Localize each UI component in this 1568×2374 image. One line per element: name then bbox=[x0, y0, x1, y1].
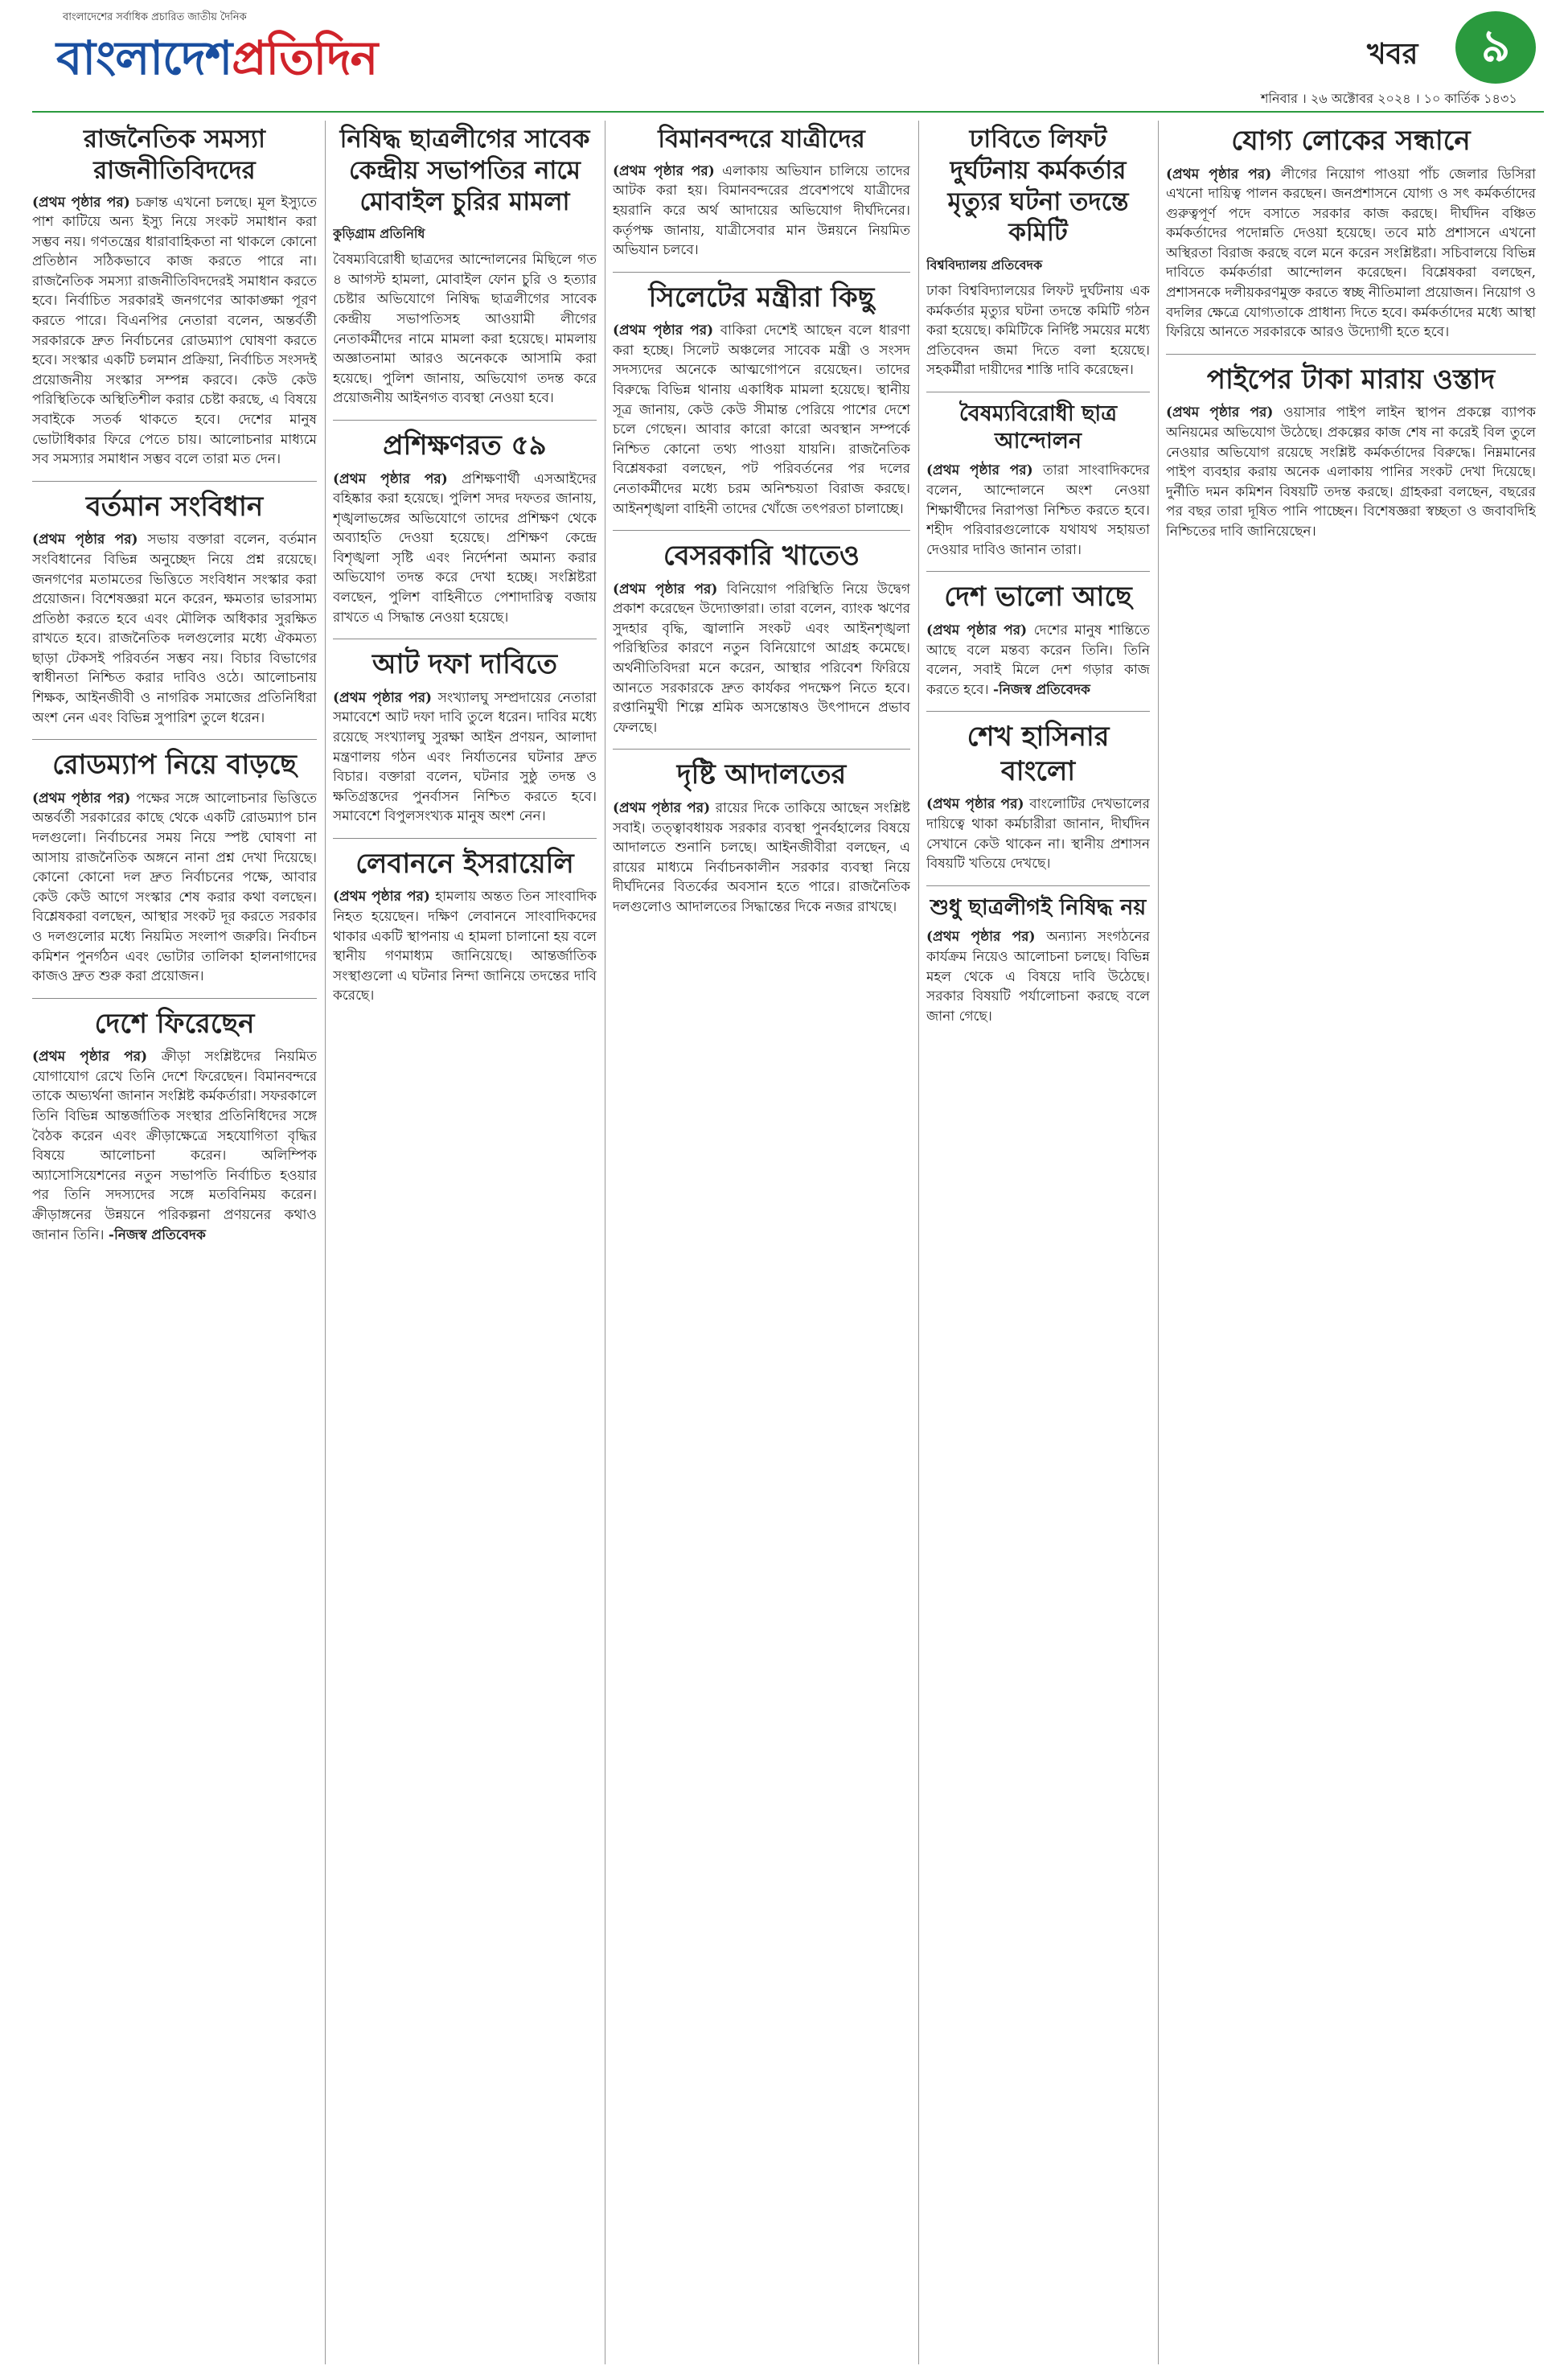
article-chhatraleague-case[interactable] bbox=[333, 124, 597, 409]
article-roadmap[interactable] bbox=[32, 748, 317, 986]
article-current-constitution[interactable] bbox=[32, 490, 317, 728]
article-separator bbox=[926, 571, 1150, 572]
article-private-sector[interactable] bbox=[613, 539, 910, 737]
article-du-lift[interactable] bbox=[926, 124, 1150, 380]
article-body: (প্রথম পৃষ্ঠার পর) হামলায় অন্তত তিন সাংবাদিক নিহত হয়েছেন। দক্ষিণ লেবাননে সাংবাদিকদের থাকার একটি স্থাপনায় এ হামলা চালানো হয় বলে স্থানীয় গণমাধ্যম জানিয়েছে। আন্তর্জাতিক সংস্থাগুলো এ ঘটনার নিন্দা জানিয়ে তদন্তের দাবি করেছে। bbox=[333, 889, 597, 1004]
article-body: (প্রথম পৃষ্ঠার পর) ওয়াসার পাইপ লাইন স্থাপন প্রকল্পে ব্যাপক অনিয়মের অভিযোগ উঠেছে। প্রকল্পের কাজ শেষ না করেই বিল তুলে নেওয়ার অভিযোগ রয়েছে সংশ্লিষ্ট কর্মকর্তাদের বিরুদ্ধে। নিম্নমানের পাইপ ব্যবহার করায় অনেক এলাকায় পানির সংকট দেখা দিয়েছে। দুর্নীতি দমন কমিশন বিষয়টি তদন্ত করছে। গ্রাহকরা বলছেন, বছরের পর বছর তারা দূষিত পানি পাচ্ছেন। বিশেষজ্ঞরা স্বচ্ছতা ও জবাবদিহি নিশ্চিতের দাবি জানিয়েছেন। bbox=[1166, 405, 1536, 540]
article-body: বৈষম্যবিরোধী ছাত্রদের আন্দোলনের মিছিলে গত ৪ আগস্ট হামলা, মোবাইল ফোন চুরি ও হত্যার চেষ্টার অভিযোগে নিষিদ্ধ ছাত্রলীগের সাবেক কেন্দ্রীয় সভাপতিসহ আওয়ামী লীগের নেতাকর্মীদের নামে মামলা করা হয়েছে। মামলায় অজ্ঞাতনামা আরও অনেককে আসামি করা হয়েছে। পুলিশ জানায়, অভিযোগ তদন্ত করে প্রয়োজনীয় আইনগত ব্যবস্থা নেওয়া হবে। bbox=[333, 252, 597, 407]
article-title: বেসরকারি খাতেও bbox=[663, 540, 860, 573]
article-title: বর্তমান সংবিধান bbox=[85, 490, 264, 523]
article-title: যোগ্য লোকের সন্ধানে bbox=[1231, 125, 1471, 157]
article-title: প্রশিক্ষণরত ৫৯ bbox=[383, 429, 547, 462]
article-qualified-people[interactable] bbox=[1166, 124, 1536, 343]
column-divider bbox=[325, 121, 326, 2364]
logo-blue-text: বাংলাদেশ bbox=[56, 31, 232, 85]
article-trainees[interactable] bbox=[333, 429, 597, 627]
article-court[interactable] bbox=[613, 758, 910, 917]
article-title: শুধু ছাত্রলীগই নিষিদ্ধ নয় bbox=[930, 894, 1147, 920]
article-separator bbox=[32, 739, 317, 740]
article-title: পাইপের টাকা মারায় ওস্তাদ bbox=[1206, 363, 1496, 396]
article-title: রাজনৈতিক সমস্যা রাজনীতিবিদদের bbox=[83, 125, 266, 185]
article-lebanon[interactable] bbox=[333, 847, 597, 1006]
section-name: খবর bbox=[1367, 38, 1418, 71]
article-body: (প্রথম পৃষ্ঠার পর) সংখ্যালঘু সম্প্রদায়ের নেতারা সমাবেশে আট দফা দাবি তুলে ধরেন। দাবির মধ্যে রয়েছে সংখ্যালঘু সুরক্ষা আইন প্রণয়ন, আলাদা মন্ত্রণালয় গঠন এবং নির্যাতনের ঘটনার দ্রুত বিচার। বক্তারা বলেন, ঘটনার সুষ্ঠু তদন্ত ও ক্ষতিগ্রস্তদের পুনর্বাসন নিশ্চিত করতে হবে। সমাবেশে বিপুলসংখ্যক মানুষ অংশ নেন। bbox=[333, 689, 597, 825]
article-byline: বিশ্ববিদ্যালয় প্রতিবেদক bbox=[926, 257, 1043, 273]
article-separator bbox=[613, 272, 910, 273]
article-separator bbox=[926, 711, 1150, 712]
article-byline: কুড়িগ্রাম প্রতিনিধি bbox=[333, 226, 425, 242]
logo-tagline: বাংলাদেশের সর্বাধিক প্রচারিত জাতীয় দৈনিক bbox=[63, 11, 247, 23]
article-separator bbox=[333, 838, 597, 839]
article-title: নিষিদ্ধ ছাত্রলীগের সাবেক কেন্দ্রীয় সভাপতির নামে মোবাইল চুরির মামলা bbox=[339, 125, 590, 216]
article-separator bbox=[613, 530, 910, 531]
article-body: (প্রথম পৃষ্ঠার পর) পক্ষের সঙ্গে আলোচনার ভিত্তিতে অন্তর্বর্তী সরকারের কাছে থেকে একটি রোডম্যাপ চান দলগুলো। নির্বাচনের সময় নিয়ে স্পষ্ট ঘোষণা না আসায় রাজনৈতিক অঙ্গনে নানা প্রশ্ন দেখা দিয়েছে। কোনো কোনো দল দ্রুত নির্বাচনের পক্ষে, আবার কেউ কেউ আগে সংস্কার শেষ করার কথা বলছেন। বিশ্লেষকরা বলছেন, আস্থার সংকট দূর করতে সরকার ও দলগুলোর মধ্যে নিয়মিত সংলাপ জরুরি। নির্বাচন কমিশন পুনর্গঠন এবং ভোটার তালিকা হালনাগাদের কাজও দ্রুত শুরু করা প্রয়োজন। bbox=[32, 790, 317, 985]
article-body: (প্রথম পৃষ্ঠার পর) তারা সাংবাদিকদের বলেন, আন্দোলনে অংশ নেওয়া শিক্ষার্থীদের নিরাপত্তা নিশ্চিত করতে হবে। শহীদ পরিবারগুলোকে যথাযথ সহায়তা দেওয়ার দাবিও জানান তারা। bbox=[926, 462, 1150, 558]
newspaper-logo[interactable] bbox=[56, 23, 377, 101]
column-2 bbox=[333, 121, 597, 2364]
article-hasina-bungalow[interactable] bbox=[926, 720, 1150, 873]
article-title: বৈষম্যবিরোধী ছাত্র আন্দোলন bbox=[958, 400, 1118, 454]
article-title: সিলেটের মন্ত্রীরা কিছু bbox=[648, 281, 875, 314]
article-title: ঢাবিতে লিফট দুর্ঘটনায় কর্মকর্তার মৃত্যুর ঘটনা তদন্তে কমিটি bbox=[947, 125, 1129, 248]
article-student-movement[interactable] bbox=[926, 400, 1150, 560]
article-separator bbox=[926, 885, 1150, 886]
column-5 bbox=[1166, 121, 1536, 2364]
article-body: (প্রথম পৃষ্ঠার পর) বাংলোটির দেখভালের দায়িত্বে থাকা কর্মচারীরা জানান, দীর্ঘদিন সেখানে কেউ থাকেন না। স্থানীয় প্রশাসন বিষয়টি খতিয়ে দেখছে। bbox=[926, 796, 1150, 873]
header-rule bbox=[32, 111, 1544, 113]
dateline: শনিবার । ২৬ অক্টোবর ২০২৪ । ১০ কার্তিক ১৪৩১ bbox=[1261, 91, 1517, 106]
page-number-badge: ৯ bbox=[1455, 11, 1536, 84]
column-divider bbox=[1158, 121, 1159, 2364]
article-title: শেখ হাসিনার বাংলো bbox=[967, 721, 1110, 787]
article-sylhet-ministers[interactable] bbox=[613, 281, 910, 519]
article-separator bbox=[613, 749, 910, 750]
article-body: (প্রথম পৃষ্ঠার পর) বাকিরা দেশেই আছেন বলে ধারণা করা হচ্ছে। সিলেট অঞ্চলের সাবেক মন্ত্রী ও সংসদ সদস্যদের অনেকে আত্মগোপনে রয়েছেন। তাদের বিরুদ্ধে বিভিন্ন থানায় একাধিক মামলা হয়েছে। স্থানীয় সূত্র জানায়, কেউ কেউ সীমান্ত পেরিয়ে পাশের দেশে চলে গেছেন। আবার কারো কারো অবস্থান সম্পর্কে নিশ্চিত কোনো তথ্য পাওয়া যায়নি। রাজনৈতিক বিশ্লেষকরা বলছেন, পট পরিবর্তনের পর দলের নেতাকর্মীদের মধ্যে চরম অনিশ্চয়তা বিরাজ করছে। আইনশৃঙ্খলা বাহিনী তাদের খোঁজে তৎপরতা চালাচ্ছে। bbox=[613, 322, 910, 517]
article-political-problems[interactable] bbox=[32, 124, 317, 470]
masthead bbox=[0, 0, 1568, 106]
article-body: (প্রথম পৃষ্ঠার পর) রায়ের দিকে তাকিয়ে আছেন সংশ্লিষ্ট সবাই। তত্ত্বাবধায়ক সরকার ব্যবস্থা পুনর্বহালের বিষয়ে আদালতে শুনানি চলছে। আইনজীবীরা বলছেন, এ রায়ের মাধ্যমে নির্বাচনকালীন সরকার ব্যবস্থা নিয়ে দীর্ঘদিনের বিতর্কের অবসান হতে পারে। রাজনৈতিক দলগুলোও আদালতের সিদ্ধান্তের দিকে নজর রাখছে। bbox=[613, 799, 910, 915]
article-airport-passengers[interactable] bbox=[613, 124, 910, 261]
article-title: রোডম্যাপ নিয়ে বাড়ছে bbox=[52, 749, 297, 782]
article-title: লেবাননে ইসরায়েলি bbox=[355, 847, 574, 880]
column-4 bbox=[926, 121, 1150, 2364]
article-country-well[interactable] bbox=[926, 580, 1150, 700]
article-body: (প্রথম পৃষ্ঠার পর) প্রশিক্ষণার্থী এসআইদের বহিষ্কার করা হয়েছে। পুলিশ সদর দফতর জানায়, শৃঙ্খলাভঙ্গের অভিযোগে তাদের প্রশিক্ষণ থেকে অব্যাহতি দেওয়া হয়েছে। প্রশিক্ষণ কেন্দ্রে বিশৃঙ্খলা সৃষ্টি এবং নির্দেশনা অমান্য করার অভিযোগ তদন্ত করে দেখা হচ্ছে। সংশ্লিষ্টরা বলছেন, পুলিশ বাহিনীতে পেশাদারিত্ব বজায় রাখতে এ সিদ্ধান্ত নেওয়া হয়েছে। bbox=[333, 470, 597, 626]
article-body: (প্রথম পৃষ্ঠার পর) ক্রীড়া সংশ্লিষ্টদের নিয়মিত যোগাযোগ রেখে তিনি দেশে ফিরেছেন। বিমানবন্দরে তাকে অভ্যর্থনা জানান সংশ্লিষ্ট কর্মকর্তারা। সফরকালে তিনি বিভিন্ন আন্তর্জাতিক সংস্থার প্রতিনিধিদের সঙ্গে বৈঠক করেন এবং ক্রীড়াক্ষেত্রে সহযোগিতা বৃদ্ধির বিষয়ে আলোচনা করেন। অলিম্পিক অ্যাসোসিয়েশনের নতুন সভাপতি নির্বাচিত হওয়ার পর তিনি সদস্যদের সঙ্গে মতবিনিময় করেন। ক্রীড়াঙ্গনের উন্নয়নে পরিকল্পনা প্রণয়নের কথাও জানান তিনি। -নিজস্ব প্রতিবেদক bbox=[32, 1049, 317, 1243]
article-title: বিমানবন্দরে যাত্রীদের bbox=[658, 125, 865, 154]
article-separator bbox=[1166, 354, 1536, 355]
article-title: দেশে ফিরেছেন bbox=[94, 1007, 255, 1040]
article-body: (প্রথম পৃষ্ঠার পর) বিনিয়োগ পরিস্থিতি নিয়ে উদ্বেগ প্রকাশ করেছেন উদ্যোক্তারা। তারা বলেন, ব্যাংক ঋণের সুদহার বৃদ্ধি, জ্বালানি সংকট এবং আইনশৃঙ্খলা পরিস্থিতির কারণে নতুন বিনিয়োগে আগ্রহ কমেছে। অর্থনীতিবিদরা মনে করেন, আস্থার পরিবেশ ফিরিয়ে আনতে সরকারকে দ্রুত কার্যকর পদক্ষেপ নিতে হবে। রপ্তানিমুখী শিল্পে শ্রমিক অসন্তোষও উৎপাদনে প্রভাব ফেলছে। bbox=[613, 581, 910, 736]
article-title: দেশ ভালো আছে bbox=[944, 581, 1132, 614]
article-separator bbox=[333, 420, 597, 421]
article-returned-home[interactable] bbox=[32, 1007, 317, 1245]
article-separator bbox=[32, 998, 317, 999]
logo-red-text: প্রতিদিন bbox=[232, 31, 378, 85]
article-body: (প্রথম পৃষ্ঠার পর) সভায় বক্তারা বলেন, বর্তমান সংবিধানের বিভিন্ন অনুচ্ছেদ নিয়ে প্রশ্ন রয়েছে। জনগণের মতামতের ভিত্তিতে সংবিধান সংস্কার করা প্রয়োজন। বিশেষজ্ঞরা মনে করেন, ক্ষমতার ভারসাম্য প্রতিষ্ঠা করতে হবে এবং মৌলিক অধিকার সুরক্ষিত রাখতে হবে। রাজনৈতিক দলগুলোর মধ্যে ঐকমত্য ছাড়া টেকসই পরিবর্তন সম্ভব নয়। বিচার বিভাগের স্বাধীনতা নিশ্চিত করার দাবিও ওঠে। আলোচনায় শিক্ষক, আইনজীবী ও নাগরিক সমাজের প্রতিনিধিরা অংশ নেন এবং বিভিন্ন সুপারিশ তুলে ধরেন। bbox=[32, 532, 317, 726]
article-body: (প্রথম পৃষ্ঠার পর) দেশের মানুষ শান্তিতে আছে বলে মন্তব্য করেন তিনি। তিনি বলেন, সবাই মিলে দেশ গড়ার কাজ করতে হবে। -নিজস্ব প্রতিবেদক bbox=[926, 622, 1150, 698]
column-3 bbox=[613, 121, 910, 2364]
article-body: (প্রথম পৃষ্ঠার পর) এলাকায় অভিযান চালিয়ে তাদের আটক করা হয়। বিমানবন্দরের প্রবেশপথে যাত্রীদের হয়রানি করে অর্থ আদায়ের অভিযোগ দীর্ঘদিনের। কর্তৃপক্ষ জানায়, যাত্রীসেবার মান উন্নয়নে নিয়মিত অভিযান চলবে। bbox=[613, 162, 910, 259]
article-body: (প্রথম পৃষ্ঠার পর) চক্রান্ত এখনো চলছে। মূল ইস্যুতে পাশ কাটিয়ে অন্য ইস্যু নিয়ে সংকট সমাধান করা সম্ভব নয়। গণতন্ত্রের ধারাবাহিকতা না থাকলে কোনো প্রতিষ্ঠান সঠিকভাবে কাজ করতে পারে না। রাজনৈতিক সমস্যা রাজনীতিবিদদেরই সমাধান করতে হবে। নির্বাচিত সরকারই জনগণের আকাঙ্ক্ষা পূরণ করতে পারে। বিএনপির নেতারা বলেন, অন্তর্বর্তী সরকারকে দ্রুত নির্বাচনের রোডম্যাপ ঘোষণা করতে হবে। সংস্কার একটি চলমান প্রক্রিয়া, নির্বাচিত সংসদই প্রয়োজনীয় সংস্কার সম্পন্ন করবে। কেউ কেউ পরিস্থিতিকে অস্থিতিশীল করার চেষ্টা করছে, এ বিষয়ে সবাইকে সতর্ক থাকতে হবে। দেশের মানুষ ভোটাধিকার ফিরে পেতে চায়। আলোচনার মাধ্যমে সব সমস্যার সমাধান সম্ভব বলে তারা মত দেন। bbox=[32, 194, 317, 468]
article-body: ঢাকা বিশ্ববিদ্যালয়ের লিফট দুর্ঘটনায় এক কর্মকর্তার মৃত্যুর ঘটনা তদন্তে কমিটি গঠন করা হয়েছে। কমিটিকে নির্দিষ্ট সময়ের মধ্যে প্রতিবেদন জমা দিতে বলা হয়েছে। সহকর্মীরা দায়ীদের শাস্তি দাবি করেছেন। bbox=[926, 283, 1150, 379]
article-not-only-chhatraleague[interactable] bbox=[926, 894, 1150, 1027]
article-body: (প্রথম পৃষ্ঠার পর) লীগের নিয়োগ পাওয়া পাঁচ জেলার ডিসিরা এখনো দায়িত্ব পালন করছেন। জনপ্রশাসনে যোগ্য ও সৎ কর্মকর্তাদের গুরুত্বপূর্ণ পদে বসাতে সরকার কাজ করছে। দীর্ঘদিন বঞ্চিত কর্মকর্তাদের পদোন্নতি দেওয়া হয়েছে। তবে মাঠ প্রশাসনে এখনো অস্থিরতা বিরাজ করছে বলে মনে করেন সংশ্লিষ্টরা। সচিবালয়ে বিভিন্ন দাবিতে কর্মকর্তারা আন্দোলন করেছেন। বিশ্লেষকরা বলছেন, প্রশাসনকে দলীয়করণমুক্ত করতে স্বচ্ছ নীতিমালা প্রয়োজন। নিয়োগ ও বদলির ক্ষেত্রে যোগ্যতাকে প্রাধান্য দিতে হবে। কর্মকর্তাদের মধ্যে আস্থা ফিরিয়ে আনতে সরকারকে আরও উদ্যোগী হতে হবে। bbox=[1166, 166, 1536, 341]
article-body: (প্রথম পৃষ্ঠার পর) অন্যান্য সংগঠনের কার্যক্রম নিয়েও আলোচনা চলছে। বিভিন্ন মহল থেকে এ বিষয়ে দাবি উঠেছে। সরকার বিষয়টি পর্যালোচনা করছে বলে জানা গেছে। bbox=[926, 929, 1150, 1025]
article-eight-demands[interactable] bbox=[333, 647, 597, 827]
article-title: দৃষ্টি আদালতের bbox=[676, 758, 847, 791]
article-title: আট দফা দাবিতে bbox=[372, 648, 557, 681]
article-separator bbox=[32, 481, 317, 482]
column-divider bbox=[918, 121, 919, 2364]
article-pipe-money[interactable] bbox=[1166, 363, 1536, 542]
column-1 bbox=[32, 121, 317, 2364]
